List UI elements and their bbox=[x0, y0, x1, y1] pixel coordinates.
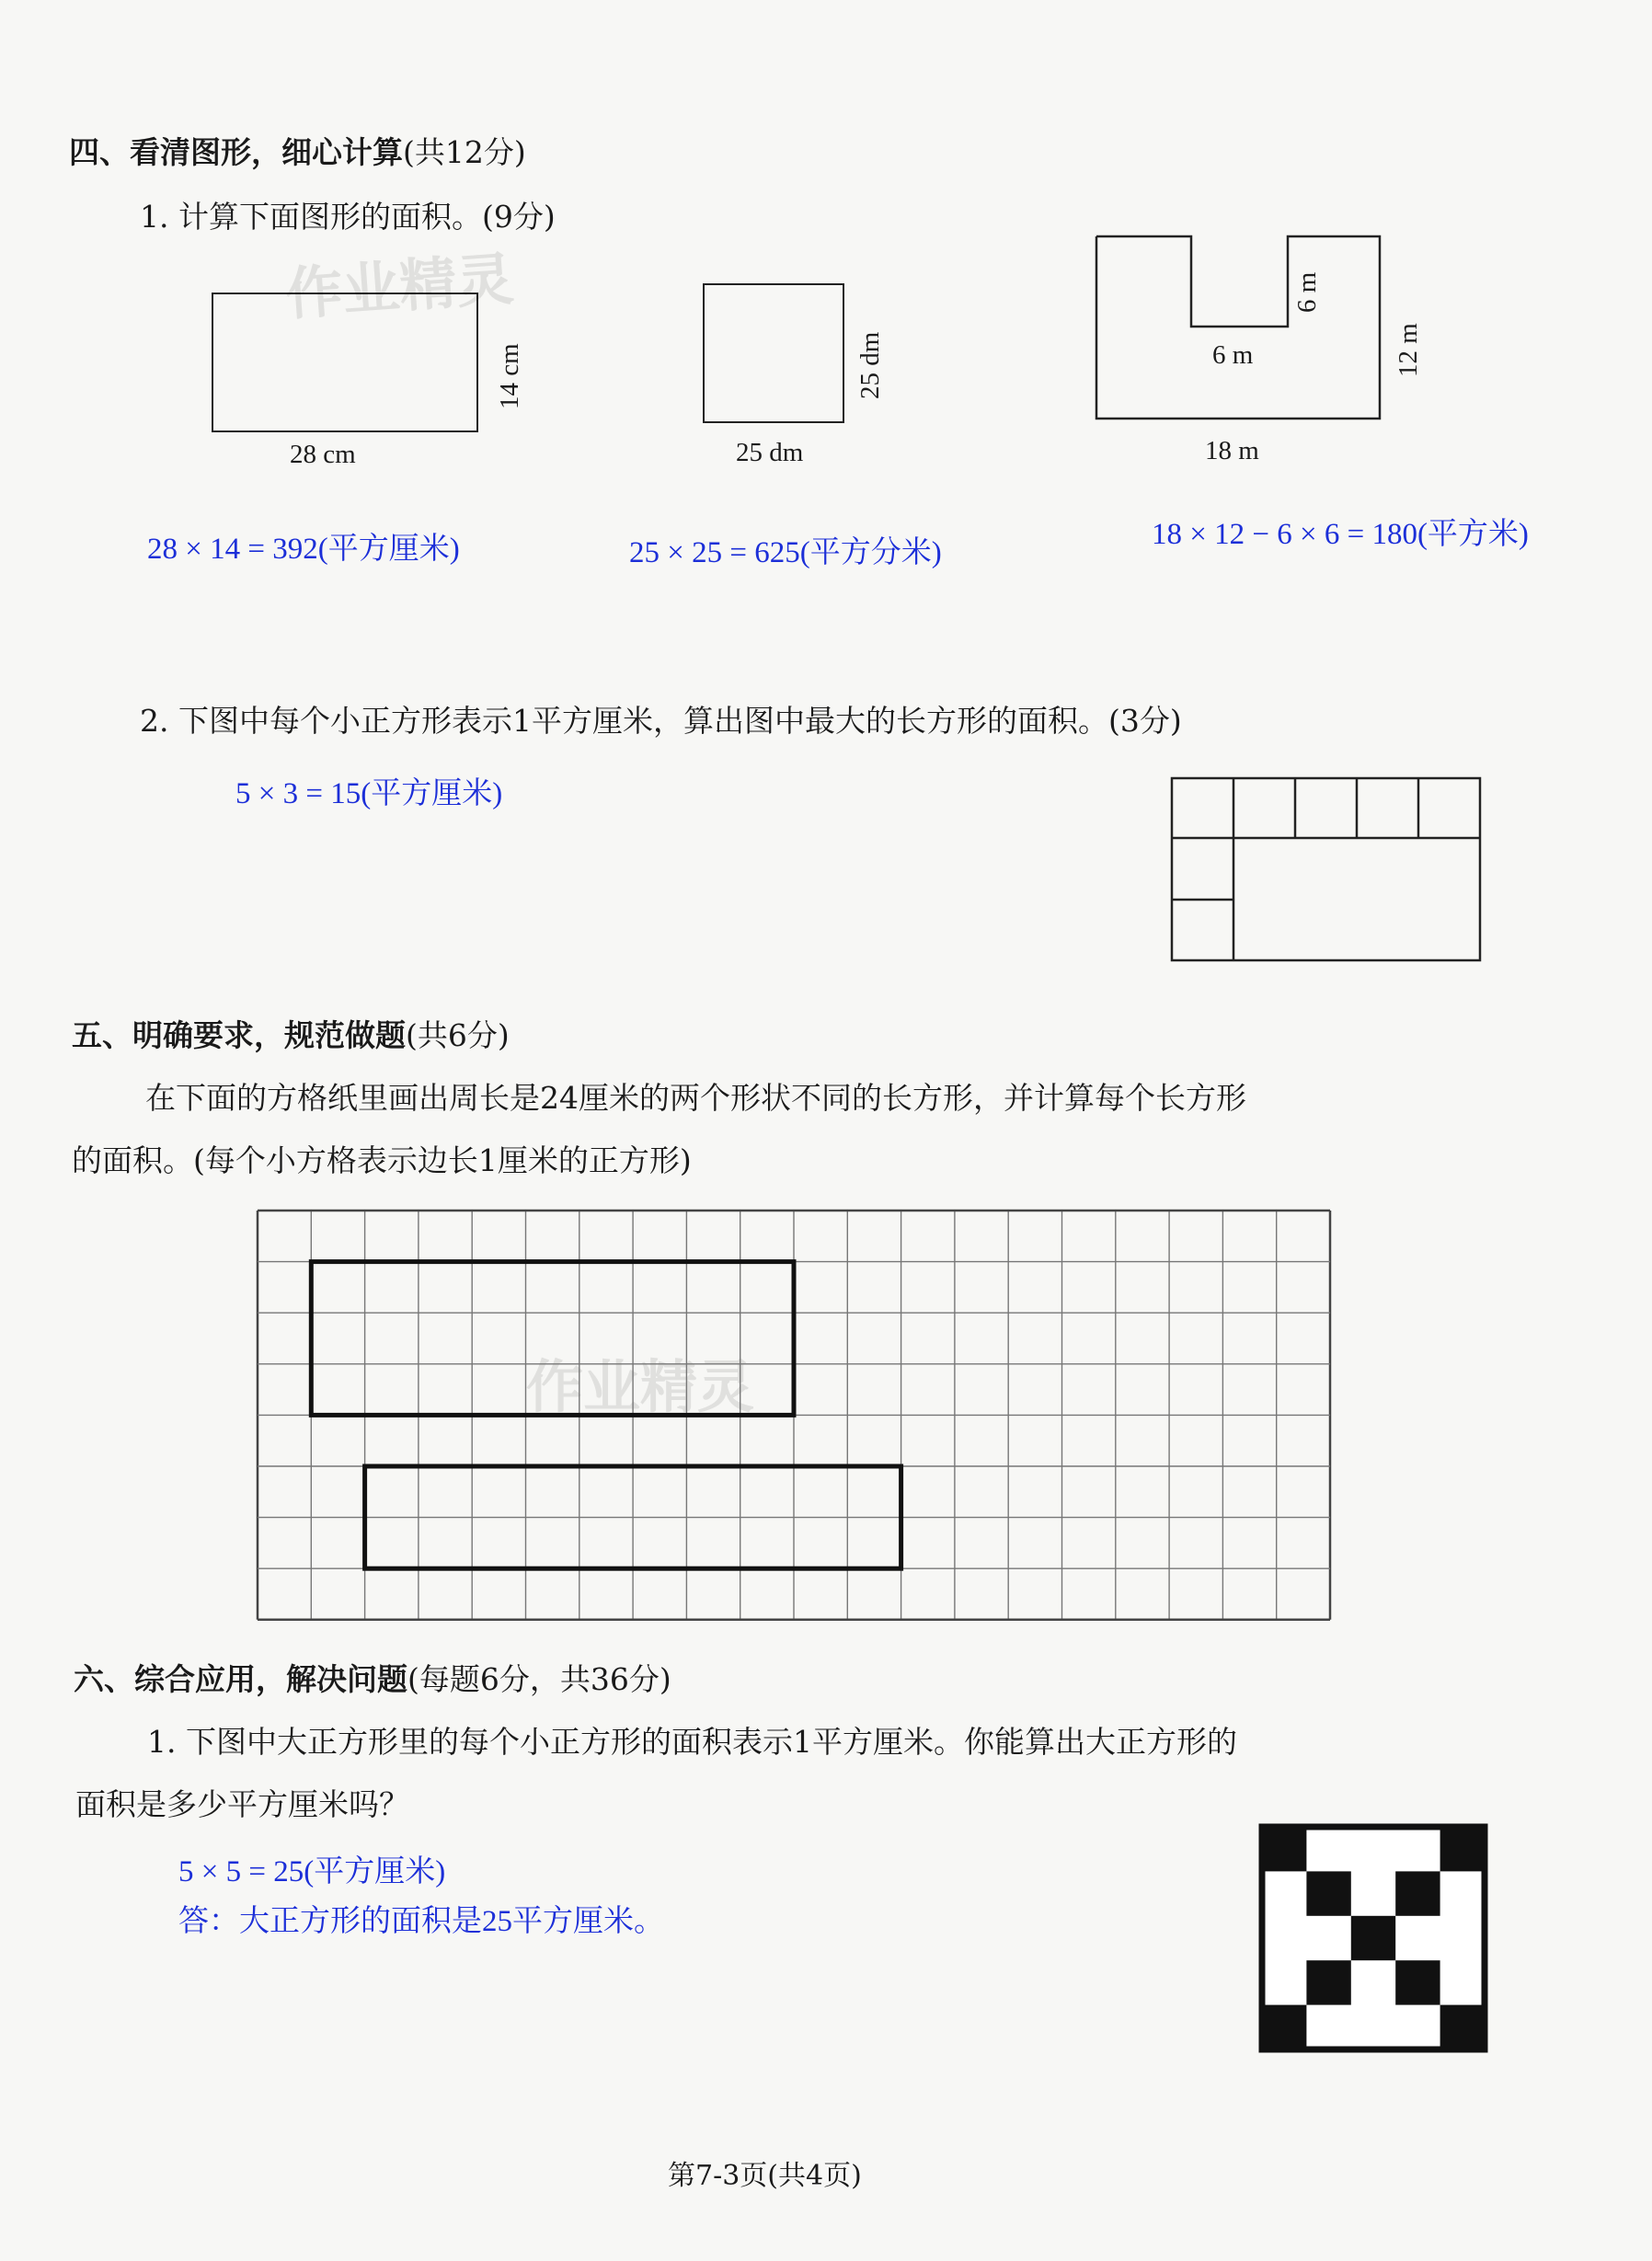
fig-c-bottom-label: 18 m bbox=[1205, 436, 1259, 465]
s5-text-line2: 的面积。(每个小方格表示边长1厘米的正方形) bbox=[72, 1142, 692, 1178]
page-footer: 第7-3页(共4页) bbox=[668, 2160, 862, 2192]
s6-q1-text-line1: 1. 下图中大正方形里的每个小正方形的面积表示1平方厘米。你能算出大正方形的 bbox=[147, 1724, 1237, 1760]
fig-a-height-label: 14 cm bbox=[495, 343, 524, 409]
black-cell bbox=[1262, 2005, 1306, 2049]
section-4-title: 四、看清图形，细心计算 bbox=[69, 134, 403, 170]
fig-b-height-label: 25 dm bbox=[855, 331, 885, 399]
section-4-points: (共12分) bbox=[403, 134, 526, 170]
s4-q1-answer-c: 18 × 12 − 6 × 6 = 180(平方米) bbox=[1152, 518, 1529, 551]
s6-q1-answer-line2: 答：大正方形的面积是25平方厘米。 bbox=[178, 1905, 664, 1938]
section-5-points: (共6分) bbox=[406, 1017, 510, 1053]
black-cell bbox=[1306, 1871, 1350, 1915]
watermark: 作业精灵 bbox=[526, 1353, 755, 1420]
s4-q1-answer-b: 25 × 25 = 625(平方分米) bbox=[629, 536, 942, 569]
section-6-title: 六、综合应用，解决问题 bbox=[74, 1661, 407, 1697]
black-cell bbox=[1395, 1960, 1440, 2004]
fig-b-width-label: 25 dm bbox=[736, 438, 804, 467]
watermark: 作业精灵 bbox=[283, 245, 516, 328]
section-6-points: (每题6分，共36分) bbox=[407, 1661, 671, 1697]
s6-q1-text-line2: 面积是多少平方厘米吗？ bbox=[75, 1786, 409, 1822]
fig-c-notch-width-label: 6 m bbox=[1212, 340, 1254, 370]
black-cell bbox=[1395, 1871, 1440, 1915]
black-cell bbox=[1440, 2005, 1485, 2049]
s4-q1-answer-a: 28 × 14 = 392(平方厘米) bbox=[147, 533, 460, 566]
fig-c-notch-height-label: 6 m bbox=[1292, 271, 1322, 313]
section-5-title: 五、明确要求，规范做题 bbox=[72, 1017, 406, 1053]
black-cell bbox=[1440, 1827, 1485, 1871]
s6-q1-answer-line1: 5 × 5 = 25(平方厘米) bbox=[178, 1855, 446, 1888]
black-cell bbox=[1306, 1960, 1350, 2004]
black-cell bbox=[1262, 1827, 1306, 1871]
s4-q1-text: 1. 计算下面图形的面积。(9分) bbox=[140, 199, 556, 235]
fig-c-right-label: 12 m bbox=[1394, 323, 1423, 377]
s4-q2-text: 2. 下图中每个小正方形表示1平方厘米，算出图中最大的长方形的面积。(3分) bbox=[140, 703, 1182, 739]
fig-a-width-label: 28 cm bbox=[290, 440, 356, 469]
black-cell bbox=[1351, 1916, 1395, 1960]
s4-q2-answer: 5 × 3 = 15(平方厘米) bbox=[235, 777, 503, 810]
s5-text-line1: 在下面的方格纸里画出周长是24厘米的两个形状不同的长方形，并计算每个长方形 bbox=[145, 1080, 1246, 1116]
